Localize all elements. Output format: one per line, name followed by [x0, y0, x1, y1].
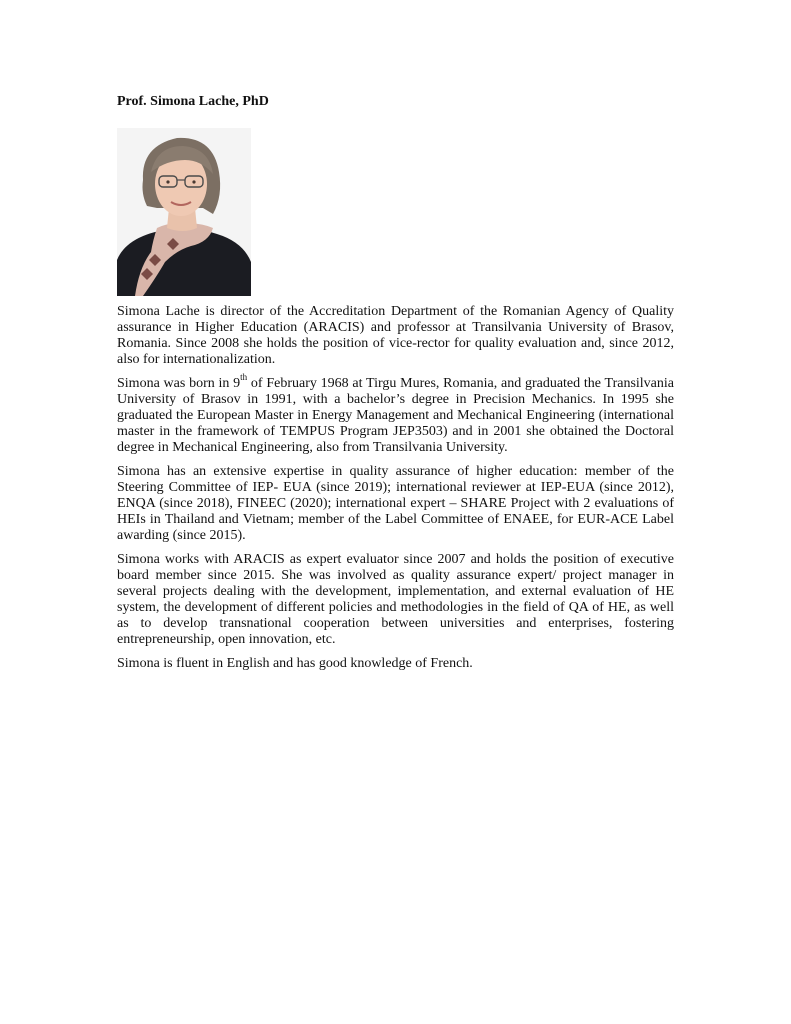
superscript: th — [240, 372, 248, 383]
bio-paragraph: Simona has an extensive expertise in quality assurance of higher education: member of the Steering Committee of IEP- EUA (since 2019); international reviewer at IEP-EUA (since 2012), ENQA (since 2018), FINEEC (2020); international expert – SHARE Project with 2 evaluations of HEIs in Thailand and Vietnam; member of the Label Committee of ENAEE, for EUR-ACE Label awarding (since 2015). — [117, 464, 674, 543]
bio-paragraph: Simona Lache is director of the Accreditation Department of the Romanian Agency of Quality assurance in Higher Education (ARACIS) and professor at Transilvania University of Brasov, Romania. Since 2008 she holds the position of vice-rector for quality evaluation and, since 2012, also for internationalization. — [117, 304, 674, 367]
text-segment: of February 1968 at Tirgu Mures, Romania, and graduated the Transilvania University of Brasov in 1991, with a bachelor’s degree in Precision Mechanics. In 1995 she graduated the European Master in Energy Management and Mechanical Engineering (international master in the framework of TEMPUS Program JEP3503) and in 2001 she obtained the Doctoral degree in Mechanical Engineering, also from Transilvania University. — [117, 376, 675, 455]
bio-paragraph: Simona is fluent in English and has good knowledge of French. — [117, 656, 473, 671]
document-title: Prof. Simona Lache, PhD — [117, 94, 269, 109]
biography-text — [117, 304, 674, 680]
text-segment: Simona was born in 9 — [117, 376, 241, 391]
bio-paragraph — [117, 372, 675, 456]
bio-paragraph: Simona works with ARACIS as expert evaluator since 2007 and holds the position of executive board member since 2015. She was involved as quality assurance expert/ project manager in several projects dealing with the development, implementation, and external evaluation of HE system, the development of different policies and methodologies in the field of QA of HE, as well as to develop transnational cooperation between universities and enterprises, fostering entrepreneurship, open innovation, etc. — [117, 552, 674, 647]
portrait-photo — [117, 128, 251, 296]
